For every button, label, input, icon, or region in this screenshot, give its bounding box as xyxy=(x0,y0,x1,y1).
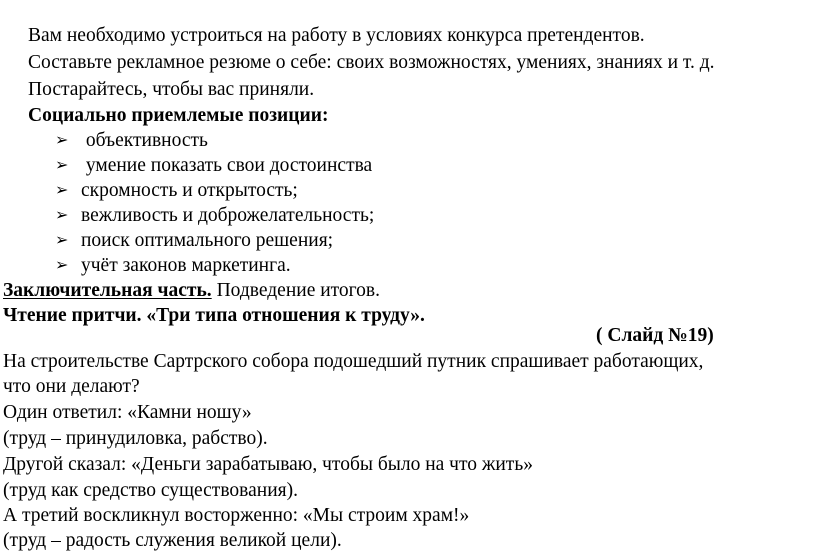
arrowhead-bullet-icon: ➢ xyxy=(55,230,69,249)
list-item xyxy=(55,203,374,227)
intro-line-3: Постарайтесь, чтобы вас приняли. xyxy=(28,79,315,100)
list-item-text: скромность и открытость; xyxy=(81,180,298,201)
list-item-text: учёт законов маркетинга. xyxy=(81,255,291,276)
conclusion-line xyxy=(3,279,380,303)
parable-line-6: (труд как средство существования). xyxy=(3,480,298,501)
list-item xyxy=(55,178,298,202)
parable-line-2: что они делают? xyxy=(3,376,140,397)
parable-line-3: Один ответил: «Камни ношу» xyxy=(3,402,252,423)
conclusion-label: Заключительная часть. xyxy=(3,280,212,301)
arrowhead-bullet-icon: ➢ xyxy=(55,255,69,274)
list-item xyxy=(55,253,291,277)
list-item xyxy=(55,153,372,177)
list-item-text: вежливость и доброжелательность; xyxy=(81,205,375,226)
parable-line-7: А третий воскликнул восторженно: «Мы строим храм!» xyxy=(3,505,470,526)
positions-heading: Социально приемлемые позиции: xyxy=(28,105,329,126)
list-item xyxy=(55,228,333,252)
parable-line-1: На строительстве Сартрского собора подошедший путник спрашивает работающих, xyxy=(3,351,704,372)
intro-line-2: Составьте рекламное резюме о себе: своих возможностях, умениях, знаниях и т. д. xyxy=(28,52,715,73)
intro-line-1: Вам необходимо устроиться на работу в условиях конкурса претендентов. xyxy=(28,25,645,46)
conclusion-text: Подведение итогов. xyxy=(211,280,381,301)
parable-line-5: Другой сказал: «Деньги зарабатываю, чтобы было на что жить» xyxy=(3,454,533,475)
parable-line-8: (труд – радость служения великой цели). xyxy=(3,530,342,551)
list-item-text: умение показать свои достоинства xyxy=(81,155,373,176)
slide-reference: ( Слайд №19) xyxy=(596,325,714,346)
arrowhead-bullet-icon: ➢ xyxy=(55,180,69,199)
arrowhead-bullet-icon: ➢ xyxy=(55,205,69,224)
list-item-text: поиск оптимального решения; xyxy=(81,230,334,251)
list-item-text: объективность xyxy=(81,130,208,151)
list-item xyxy=(55,128,208,152)
parable-title: Чтение притчи. «Три типа отношения к труду». xyxy=(3,305,425,326)
parable-line-4: (труд – принудиловка, рабство). xyxy=(3,428,268,449)
arrowhead-bullet-icon: ➢ xyxy=(55,155,69,174)
arrowhead-bullet-icon: ➢ xyxy=(55,130,69,149)
